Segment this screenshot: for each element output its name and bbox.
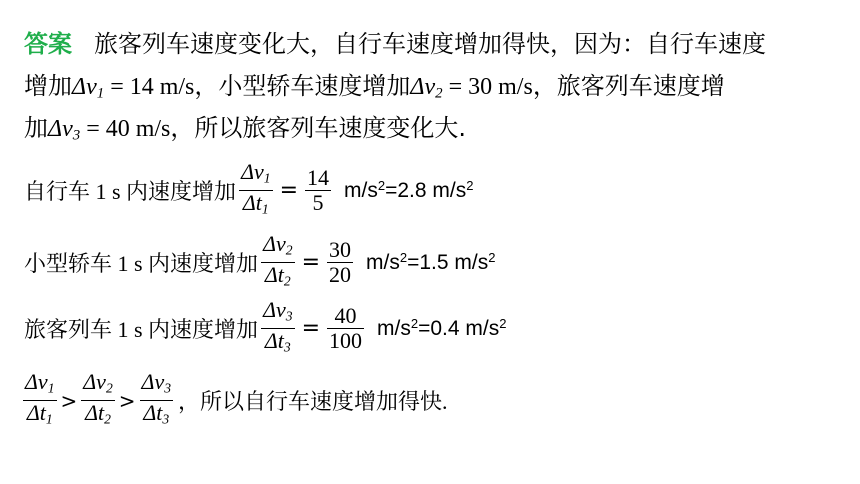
step-train [24, 298, 506, 360]
fraction-3: $\frac{\Delta v_3}{\Delta t_3}$ [141, 369, 172, 427]
step-prefix: 旅客列车 1 s 内速度增加 [24, 317, 259, 343]
answer-text-2c: ，小型轿车速度增加 [194, 72, 411, 100]
greater-than: > [118, 388, 136, 413]
fraction-dv-dt: $\frac{\Delta v_2}{\Delta t_2}$ [263, 231, 293, 289]
answer-text-2a: 增加 [24, 72, 72, 100]
delta-v2: $\Delta v_2$ [410, 74, 443, 102]
answer-text-1: 旅客列车速度变化大，自行车速度增加得快，因为：自行车速度 [94, 30, 766, 58]
answer-text-2e: ，旅客列车速度增 [532, 72, 725, 100]
unit: $m/s^2=1.5$ $m/s^2$ [366, 250, 496, 275]
delta-v1-value: = 14 m/s [104, 74, 195, 100]
fraction-dv-dt: $\frac{\Delta v_3}{\Delta t_3}$ [263, 297, 293, 355]
step-prefix: 小型轿车 1 s 内速度增加 [24, 251, 259, 277]
unit: $m/s^2=0.4$ $m/s^2$ [377, 316, 507, 341]
answer-label: 答案 [24, 30, 72, 58]
fraction-values: $\frac{40}{100}$ [329, 303, 362, 354]
fraction-values: $\frac{14}{5}$ [307, 165, 329, 216]
delta-v1: $\Delta v_1$ [72, 74, 105, 102]
answer-line-3 [24, 112, 466, 152]
equals-sign: = [301, 250, 320, 276]
equals-sign: = [301, 316, 320, 342]
fraction-2: $\frac{\Delta v_2}{\Delta t_2}$ [83, 369, 113, 427]
conclusion-text: ，所以自行车速度增加得快. [178, 389, 448, 415]
step-bicycle [24, 160, 473, 222]
fraction-values: $\frac{30}{20}$ [329, 237, 351, 288]
answer-line-1 [24, 28, 766, 60]
step-prefix: 自行车 1 s 内速度增加 [24, 179, 237, 205]
greater-than: > [60, 388, 78, 413]
unit: $m/s^2=2.8$ $m/s^2$ [344, 178, 474, 203]
result: =1.5 m/s [407, 251, 489, 275]
answer-text-3c: ，所以旅客列车速度变化大. [170, 114, 467, 142]
answer-text-3a: 加 [24, 114, 48, 142]
fraction-1: $\frac{\Delta v_1}{\Delta t_1}$ [25, 369, 55, 427]
equals-sign: = [279, 178, 298, 204]
step-car [24, 232, 495, 294]
answer-line-2 [24, 70, 725, 110]
delta-v3: $\Delta v_3$ [48, 116, 81, 144]
delta-v2-value: = 30 m/s [442, 74, 533, 100]
delta-v3-value: = 40 m/s [80, 116, 171, 142]
result: =0.4 m/s [418, 317, 500, 341]
conclusion-line [20, 370, 448, 432]
fraction-dv-dt: $\frac{\Delta v_1}{\Delta t_1}$ [241, 159, 271, 217]
result: =2.8 m/s [385, 179, 467, 203]
